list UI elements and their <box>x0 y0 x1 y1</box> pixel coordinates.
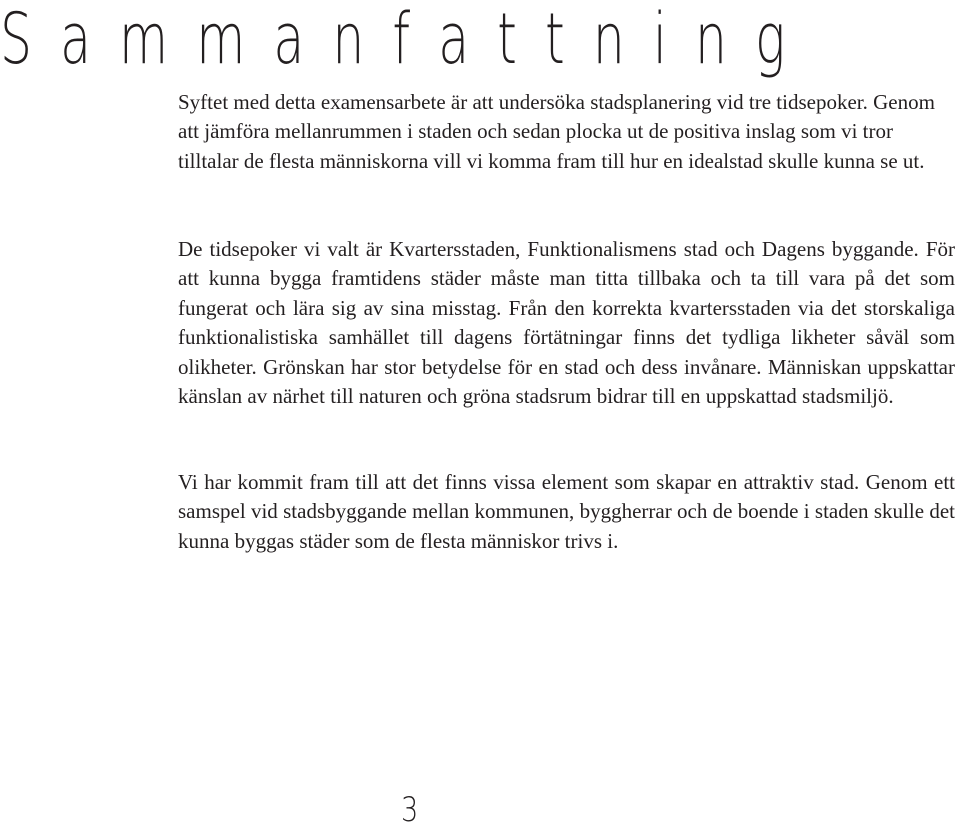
paragraph-epochs: De tidsepoker vi valt är Kvartersstaden, Funktionalismens stad och Dagens byggande. För att kunna bygga framtidens städer måste man titta tillbaka och ta till vara på det som fungerat och lära sig av sina misstag. Från den korrekta kvartersstaden via det storskaliga funktionalistiska samhället till dagens förtätningar finns det tydliga likheter såväl som olikheter. Grönskan har stor betydelse för en stad och dess invånare. Människan uppskattar känslan av närhet till naturen och gröna stadsrum bidrar till en uppskattad stadsmiljö. <box>178 237 955 409</box>
paragraph-purpose: Syftet med detta examensarbete är att undersöka stadsplanering vid tre tidsepoker. Genom att jämföra mellanrummen i staden och sedan plocka ut de positiva inslag som vi tror tilltalar de flesta människorna vill vi komma fram till hur en idealstad skulle kunna se ut. <box>178 90 935 173</box>
page-number: 3 <box>401 790 419 830</box>
paragraph-conclusion: Vi har kommit fram till att det finns vissa element som skapar en attraktiv stad. Genom ett samspel vid stadsbyggande mellan kommunen, byggherrar och de boende i staden skulle det kunna byggas städer som de flesta människor trivs i. <box>178 470 955 553</box>
page-title: Sammanfattning <box>0 0 814 80</box>
